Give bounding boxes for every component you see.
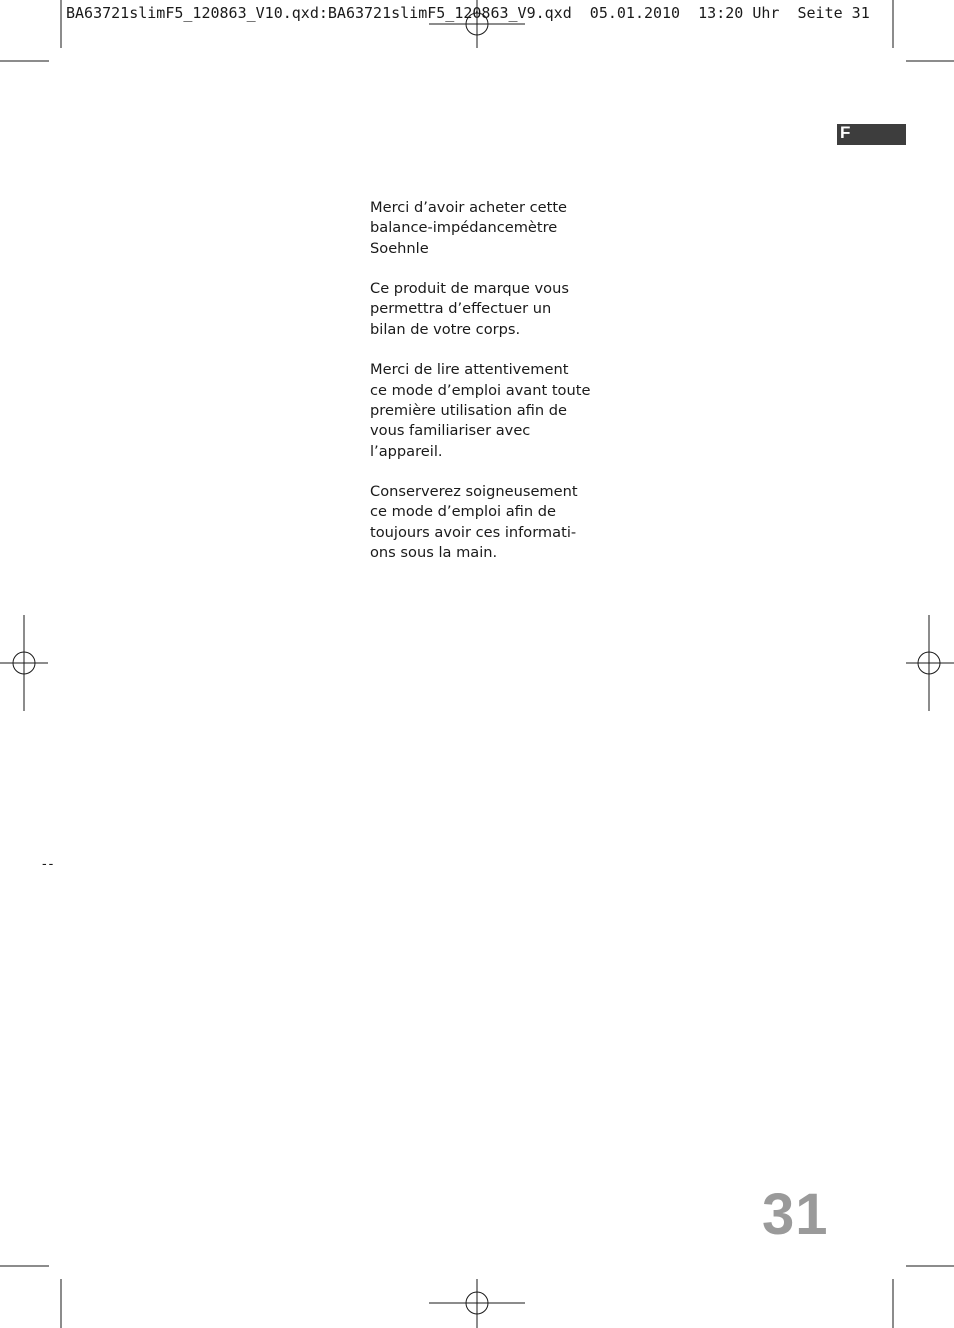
print-slug-line: BA63721slimF5_120863_V10.qxd:BA63721slimF5_120863_V9.qxd 05.01.2010 13:20 Uhr Seite 31: [66, 4, 870, 22]
page-number: 31: [762, 1182, 829, 1247]
paragraph-read-manual: Merci de lire attentivement ce mode d’emploi avant toute première utilisation afin de vous familiariser avec l’appareil.: [370, 361, 591, 460]
margin-dash-mark: --: [42, 855, 56, 871]
registration-mark-right: [906, 615, 954, 711]
registration-mark-left: [0, 615, 48, 711]
paragraph-product: Ce produit de marque vous permettra d’effectuer un bilan de votre corps.: [370, 280, 569, 338]
paragraph-thanks: Merci d’avoir acheter cette balance-impédancemètre Soehnle: [370, 199, 568, 257]
language-tab-label: F: [840, 123, 851, 142]
paragraph-keep-manual: Conserverez soigneusement ce mode d’emploi afin de toujours avoir ces informati- ons sous la main.: [370, 483, 578, 562]
registration-mark-bottom: [429, 1279, 525, 1328]
intro-text: [370, 198, 610, 584]
language-tab: [837, 124, 906, 145]
